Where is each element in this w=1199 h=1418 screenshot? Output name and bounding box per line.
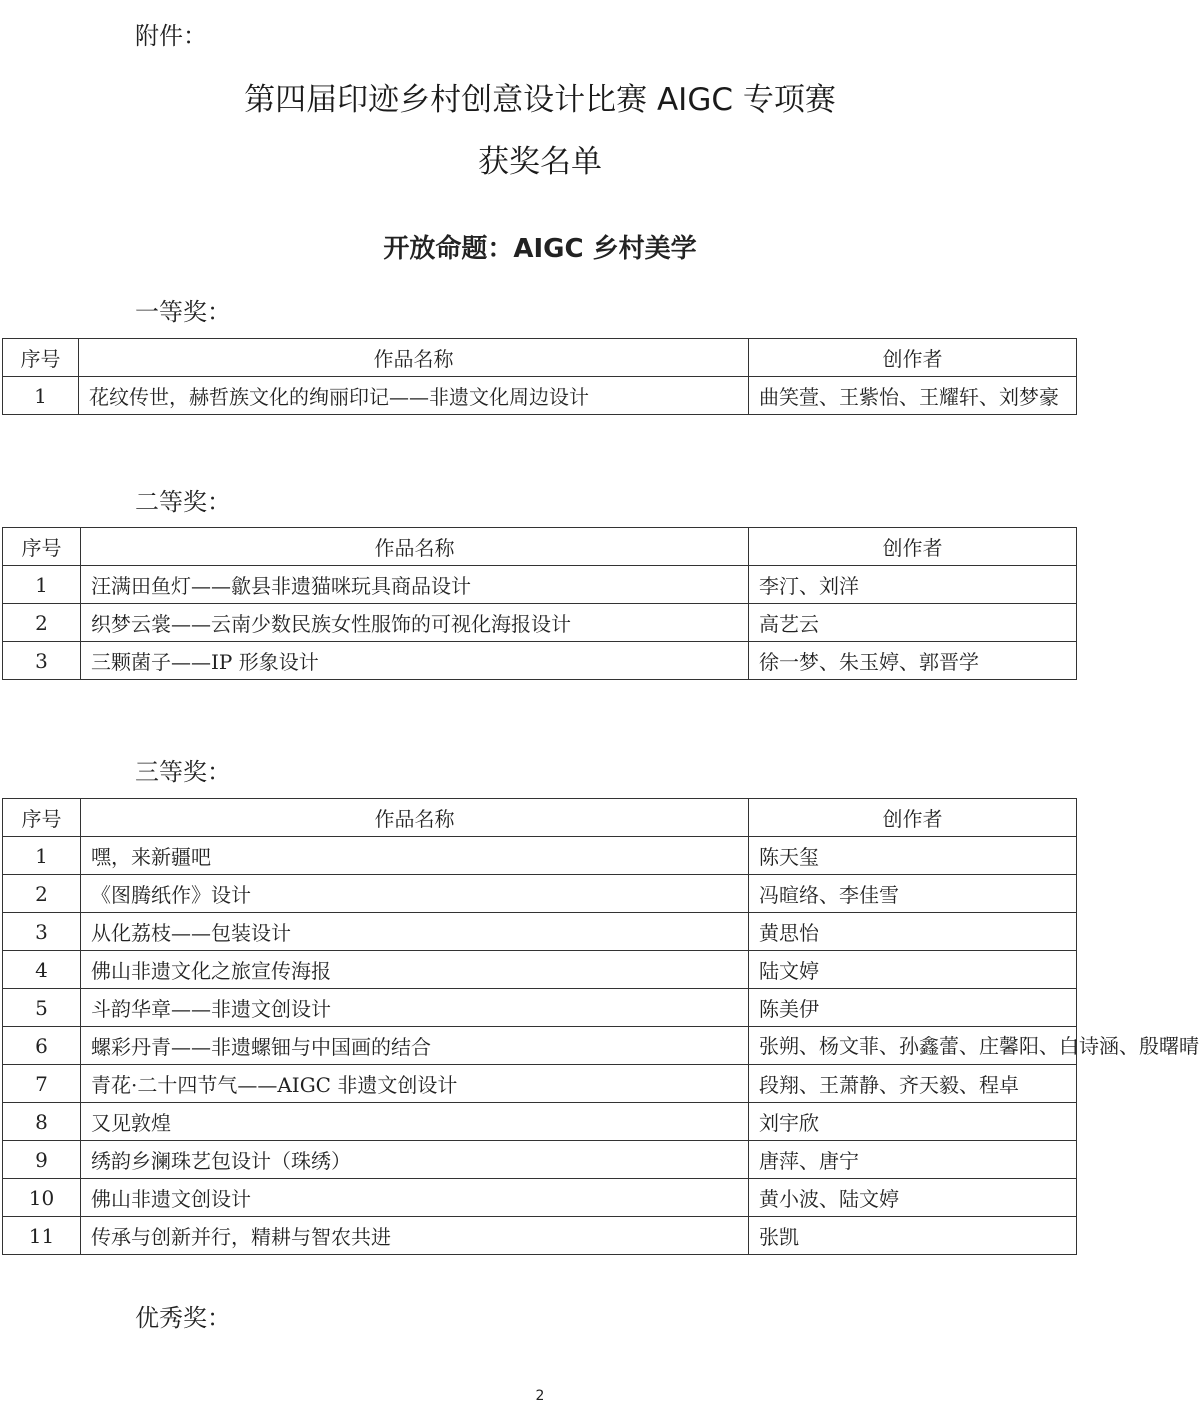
col-header-no: 序号 bbox=[3, 339, 79, 377]
row-title: 织梦云裳——云南少数民族女性服饰的可视化海报设计 bbox=[81, 604, 749, 642]
col-header-title: 作品名称 bbox=[81, 799, 749, 837]
second-prize-table bbox=[2, 527, 1077, 680]
row-title: 佛山非遗文创设计 bbox=[81, 1179, 749, 1217]
table-row bbox=[3, 1141, 1077, 1179]
row-title: 佛山非遗文化之旅宣传海报 bbox=[81, 951, 749, 989]
document-title: 第四届印迹乡村创意设计比赛 AIGC 专项赛 bbox=[244, 82, 836, 118]
row-title: 又见敦煌 bbox=[81, 1103, 749, 1141]
row-authors: 黄思怡 bbox=[749, 913, 1077, 951]
row-title: 传承与创新并行，精耕与智农共进 bbox=[81, 1217, 749, 1255]
row-authors: 黄小波、陆文婷 bbox=[749, 1179, 1077, 1217]
row-title: 绣韵乡澜珠艺包设计（珠绣） bbox=[81, 1141, 749, 1179]
row-authors: 陈美伊 bbox=[749, 989, 1077, 1027]
third-prize-table bbox=[2, 798, 1199, 1255]
table-row bbox=[3, 1217, 1077, 1255]
table-row bbox=[3, 875, 1077, 913]
first-prize-heading: 一等奖： bbox=[135, 298, 231, 326]
row-title: 斗韵华章——非遗文创设计 bbox=[81, 989, 749, 1027]
row-authors: 刘宇欣 bbox=[749, 1103, 1077, 1141]
row-authors: 张凯 bbox=[749, 1217, 1077, 1255]
row-title: 三颗菌子——IP 形象设计 bbox=[81, 642, 749, 680]
row-title: 《图腾纸作》设计 bbox=[81, 875, 749, 913]
table-row bbox=[3, 1179, 1077, 1217]
row-title: 嘿，来新疆吧 bbox=[81, 837, 749, 875]
col-header-authors: 创作者 bbox=[749, 528, 1077, 566]
second-prize-heading: 二等奖： bbox=[135, 488, 231, 516]
row-no: 8 bbox=[3, 1103, 81, 1141]
row-title: 汪满田鱼灯——歙县非遗猫咪玩具商品设计 bbox=[81, 566, 749, 604]
first-prize-table bbox=[2, 338, 1077, 415]
section-title: 开放命题：AIGC 乡村美学 bbox=[383, 234, 697, 264]
col-header-authors: 创作者 bbox=[749, 339, 1077, 377]
row-authors: 张朔、杨文菲、孙鑫蕾、庄馨阳、白诗涵、殷曙晴 bbox=[749, 1027, 1077, 1065]
attachment-label: 附件： bbox=[135, 22, 207, 50]
table-row bbox=[3, 1027, 1077, 1065]
row-no: 1 bbox=[3, 377, 79, 415]
row-authors: 冯暄络、李佳雪 bbox=[749, 875, 1077, 913]
row-authors: 陆文婷 bbox=[749, 951, 1077, 989]
row-title: 青花·二十四节气——AIGC 非遗文创设计 bbox=[81, 1065, 749, 1103]
row-no: 2 bbox=[3, 875, 81, 913]
row-authors: 徐一梦、朱玉婷、郭晋学 bbox=[749, 642, 1077, 680]
row-no: 10 bbox=[3, 1179, 81, 1217]
row-no: 3 bbox=[3, 913, 81, 951]
page-number: 2 bbox=[535, 1388, 545, 1404]
row-title: 螺彩丹青——非遗螺钿与中国画的结合 bbox=[81, 1027, 749, 1065]
row-title: 花纹传世，赫哲族文化的绚丽印记——非遗文化周边设计 bbox=[79, 377, 749, 415]
row-no: 4 bbox=[3, 951, 81, 989]
row-no: 6 bbox=[3, 1027, 81, 1065]
col-header-no: 序号 bbox=[3, 528, 81, 566]
col-header-title: 作品名称 bbox=[79, 339, 749, 377]
table-row bbox=[3, 604, 1077, 642]
row-no: 1 bbox=[3, 566, 81, 604]
row-authors: 段翔、王萧静、齐天毅、程卓 bbox=[749, 1065, 1077, 1103]
table-row bbox=[3, 837, 1077, 875]
table-row bbox=[3, 642, 1077, 680]
row-no: 11 bbox=[3, 1217, 81, 1255]
row-no: 5 bbox=[3, 989, 81, 1027]
col-header-title: 作品名称 bbox=[81, 528, 749, 566]
table-row bbox=[3, 1103, 1077, 1141]
row-authors: 李汀、刘洋 bbox=[749, 566, 1077, 604]
row-title: 从化荔枝——包装设计 bbox=[81, 913, 749, 951]
table-header-row bbox=[3, 339, 1077, 377]
third-prize-heading: 三等奖： bbox=[135, 758, 231, 786]
table-header-row bbox=[3, 799, 1077, 837]
table-row bbox=[3, 913, 1077, 951]
table-row bbox=[3, 566, 1077, 604]
col-header-authors: 创作者 bbox=[749, 799, 1077, 837]
row-no: 7 bbox=[3, 1065, 81, 1103]
row-no: 2 bbox=[3, 604, 81, 642]
table-row bbox=[3, 989, 1077, 1027]
excellence-prize-heading: 优秀奖： bbox=[135, 1304, 231, 1332]
document-subtitle: 获奖名单 bbox=[478, 144, 602, 180]
table-row bbox=[3, 377, 1077, 415]
row-no: 9 bbox=[3, 1141, 81, 1179]
row-authors: 高艺云 bbox=[749, 604, 1077, 642]
row-authors: 陈天玺 bbox=[749, 837, 1077, 875]
row-no: 3 bbox=[3, 642, 81, 680]
table-header-row bbox=[3, 528, 1077, 566]
col-header-no: 序号 bbox=[3, 799, 81, 837]
row-authors: 曲笑萱、王紫怡、王耀轩、刘梦豪 bbox=[749, 377, 1077, 415]
row-authors: 唐萍、唐宁 bbox=[749, 1141, 1077, 1179]
table-row bbox=[3, 951, 1077, 989]
row-no: 1 bbox=[3, 837, 81, 875]
table-row bbox=[3, 1065, 1077, 1103]
